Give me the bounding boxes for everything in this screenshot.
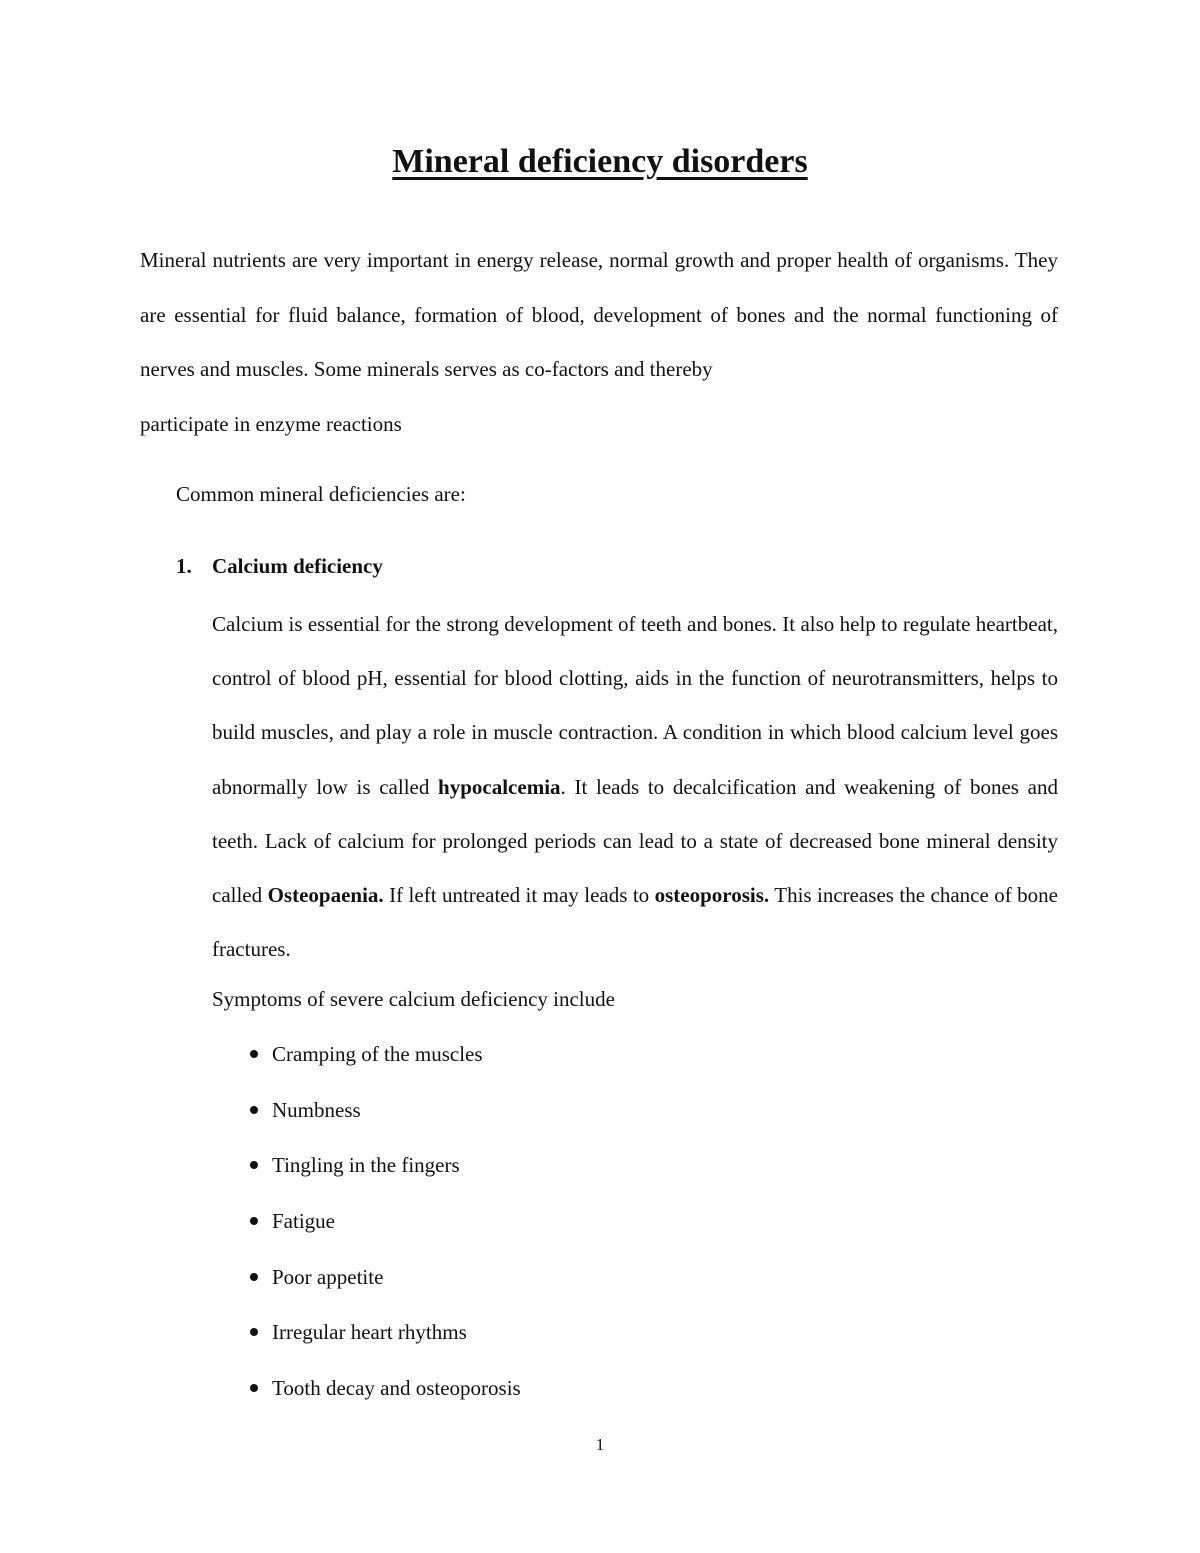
symptom-item (212, 1199, 521, 1255)
page-number: 1 (595, 1435, 605, 1454)
symptom-item (212, 1255, 521, 1311)
symptom-text: Poor appetite (272, 1264, 384, 1289)
calcium-paragraph (212, 597, 1058, 976)
symptom-text: Irregular heart rhythms (272, 1320, 467, 1345)
symptom-list (212, 1032, 521, 1422)
common-deficiencies-intro: Common mineral deficiencies are: (176, 482, 466, 506)
symptom-text: Fatigue (272, 1209, 335, 1234)
bullet-icon (250, 1106, 258, 1114)
bullet-icon (250, 1384, 258, 1392)
intro-paragraph-last-line: participate in enzyme reactions (140, 411, 402, 436)
section-heading-text: Calcium deficiency (212, 554, 383, 578)
symptoms-intro: Symptoms of severe calcium deficiency include (212, 987, 615, 1011)
symptom-item (212, 1143, 521, 1199)
calcium-paragraph-part1: Calcium is essential for the strong development of teeth and bones. It also help to regulate heartbeat, control of blood pH, essential for blood clotting, aids in the function of neurotransmitters, helps to build muscles, and play a role in muscle contraction. A condition in which blood calcium level goes abnormally low is called (212, 612, 1058, 799)
symptom-text: Numbness (272, 1097, 361, 1122)
calcium-paragraph-part2: . It leads to decalcification and weakening of bones and teeth. Lack of calcium for prolonged periods can lead to a state of decreased bone mineral density called (212, 774, 1058, 908)
symptom-item (212, 1310, 521, 1366)
symptom-text: Tingling in the fingers (272, 1153, 460, 1178)
page-title: Mineral deficiency disorders (392, 143, 808, 180)
bullet-icon (250, 1328, 258, 1336)
bullet-icon (250, 1050, 258, 1058)
term-hypocalcemia: hypocalcemia (438, 774, 561, 799)
term-osteoporosis: osteoporosis. (654, 883, 770, 908)
bullet-icon (250, 1217, 258, 1225)
calcium-paragraph-part3: If left untreated it may leads to (383, 883, 655, 908)
intro-paragraph (140, 233, 1058, 451)
bullet-icon (250, 1273, 258, 1281)
calcium-paragraph-part4: This increases the chance of bone fractures. (212, 883, 1058, 962)
bullet-icon (250, 1161, 258, 1169)
symptom-item (212, 1366, 521, 1422)
section-number: 1. (176, 554, 192, 578)
symptom-item (212, 1088, 521, 1144)
symptom-item (212, 1032, 521, 1088)
section-heading-calcium (176, 544, 383, 588)
intro-paragraph-text: Mineral nutrients are very important in energy release, normal growth and proper health of organisms. They are essential for fluid balance, formation of blood, development of bones and the normal functioning of nerves and muscles. Some minerals serves as co-factors and thereby (140, 248, 1058, 381)
symptom-text: Tooth decay and osteoporosis (272, 1376, 521, 1401)
symptom-text: Cramping of the muscles (272, 1042, 483, 1066)
term-osteopaenia: Osteopaenia. (267, 883, 384, 908)
